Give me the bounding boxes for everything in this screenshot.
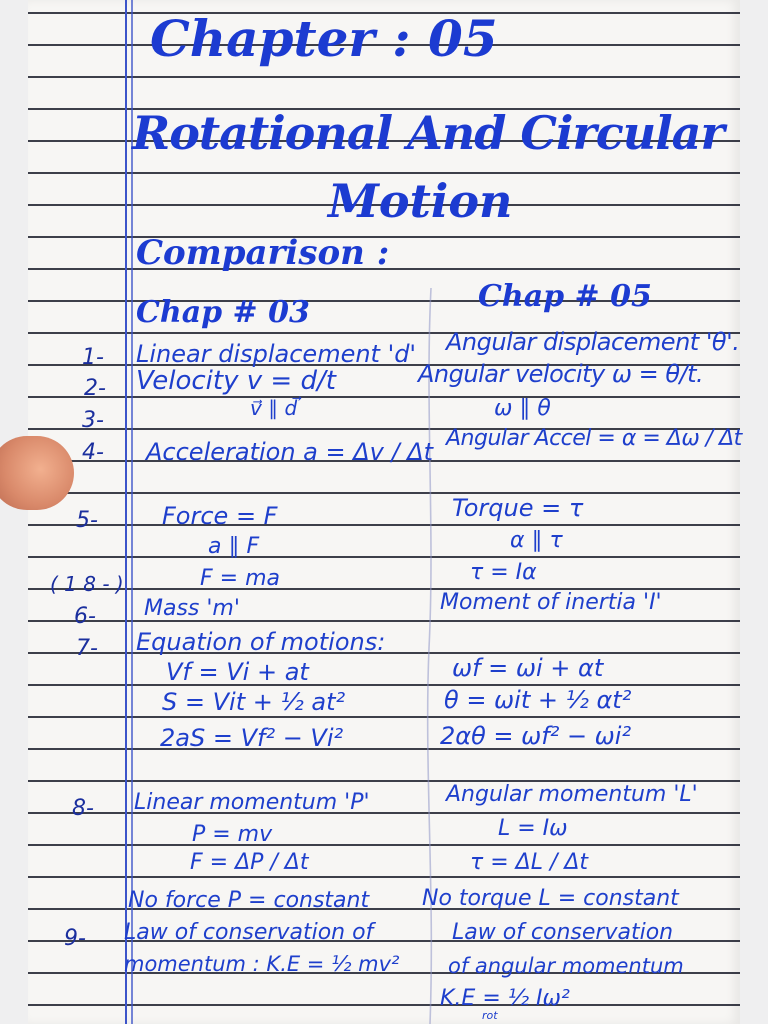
row3-right: ω ∥ θ [494, 396, 551, 421]
row5-right-a: α ∥ τ [510, 528, 563, 553]
row9-right: Law of conservation [452, 920, 674, 945]
row1-right: Angular displacement 'θ'. [446, 328, 740, 356]
row-number-6: 6- [74, 604, 96, 629]
row-number-5: 5- [76, 508, 98, 533]
column-heading-right: Chap # 05 [478, 279, 652, 314]
row2-left-sub: v⃗ ∥ d⃗ [250, 396, 298, 420]
row8-right-2: τ = ΔL / Δt [470, 850, 589, 875]
row-number-8: 8- [72, 796, 94, 821]
row-number-4: 4- [82, 440, 104, 465]
row5-left-a: a ∥ F [208, 534, 260, 559]
thumb-photo-artifact [0, 436, 74, 510]
row1-left: Linear displacement 'd' [136, 340, 417, 368]
column-divider [423, 288, 437, 1024]
row6-right: Moment of inertia 'I' [440, 590, 662, 615]
row8-left: Linear momentum 'P' [134, 790, 370, 815]
row8-right-3: No torque L = constant [422, 886, 679, 911]
row-number-1-8: ( 1 8 - ) [50, 572, 124, 596]
row2-left: Velocity v = d/t [136, 366, 336, 396]
row4-right: Angular Accel = α = Δω / Δt [446, 426, 742, 451]
row7-left: Equation of motions: [136, 628, 386, 656]
row-number-9: 9- [64, 926, 86, 951]
topic-title-line1: Rotational And Circular [132, 106, 724, 160]
row7-right-3: 2αθ = ωf² − ωi² [440, 722, 632, 750]
row5-right: Torque = τ [452, 494, 584, 522]
row-number-7: 7- [76, 636, 98, 661]
row7-left-1: Vf = Vi + at [166, 658, 309, 686]
row9-left: Law of conservation of [124, 920, 374, 945]
row6-left: Mass 'm' [144, 596, 240, 621]
comparison-heading: Comparison : [136, 233, 390, 273]
topic-title-line2: Motion [328, 174, 513, 228]
row8-left-2: F = ΔP / Δt [190, 850, 309, 875]
row9-left-2: momentum : K.E = ½ mv² [124, 952, 400, 976]
column-heading-left: Chap # 03 [136, 295, 310, 330]
row-number-3: 3- [82, 408, 104, 433]
chapter-title: Chapter : 05 [150, 9, 498, 68]
row8-left-3: No force P = constant [128, 888, 370, 913]
row8-right: Angular momentum 'L' [446, 782, 698, 807]
row5-right-b: τ = Iα [470, 560, 537, 585]
row7-left-3: 2aS = Vf² − Vi² [160, 724, 344, 752]
left-margin-line [125, 0, 127, 1024]
row8-right-1: L = Iω [498, 816, 568, 841]
row7-right-1: ωf = ωi + αt [452, 654, 604, 682]
row9-right-3: K.E = ½ Iω² [440, 986, 570, 1011]
row9-right-2: of angular momentum [448, 954, 684, 978]
row7-left-2: S = Vit + ½ at² [162, 688, 346, 716]
row-number-1: 1- [82, 345, 104, 370]
row2-right: Angular velocity ω = θ/t. [418, 360, 704, 388]
row-number-2: 2- [84, 376, 106, 401]
row7-right-2: θ = ωit + ½ αt² [444, 686, 632, 714]
row5-left-b: F = ma [200, 566, 280, 591]
row5-left: Force = F [162, 502, 278, 530]
row9-right-3-sub: rot [482, 1009, 498, 1022]
row4-left: Acceleration a = Δv / Δt [146, 438, 434, 466]
row8-left-1: P = mv [192, 822, 273, 847]
